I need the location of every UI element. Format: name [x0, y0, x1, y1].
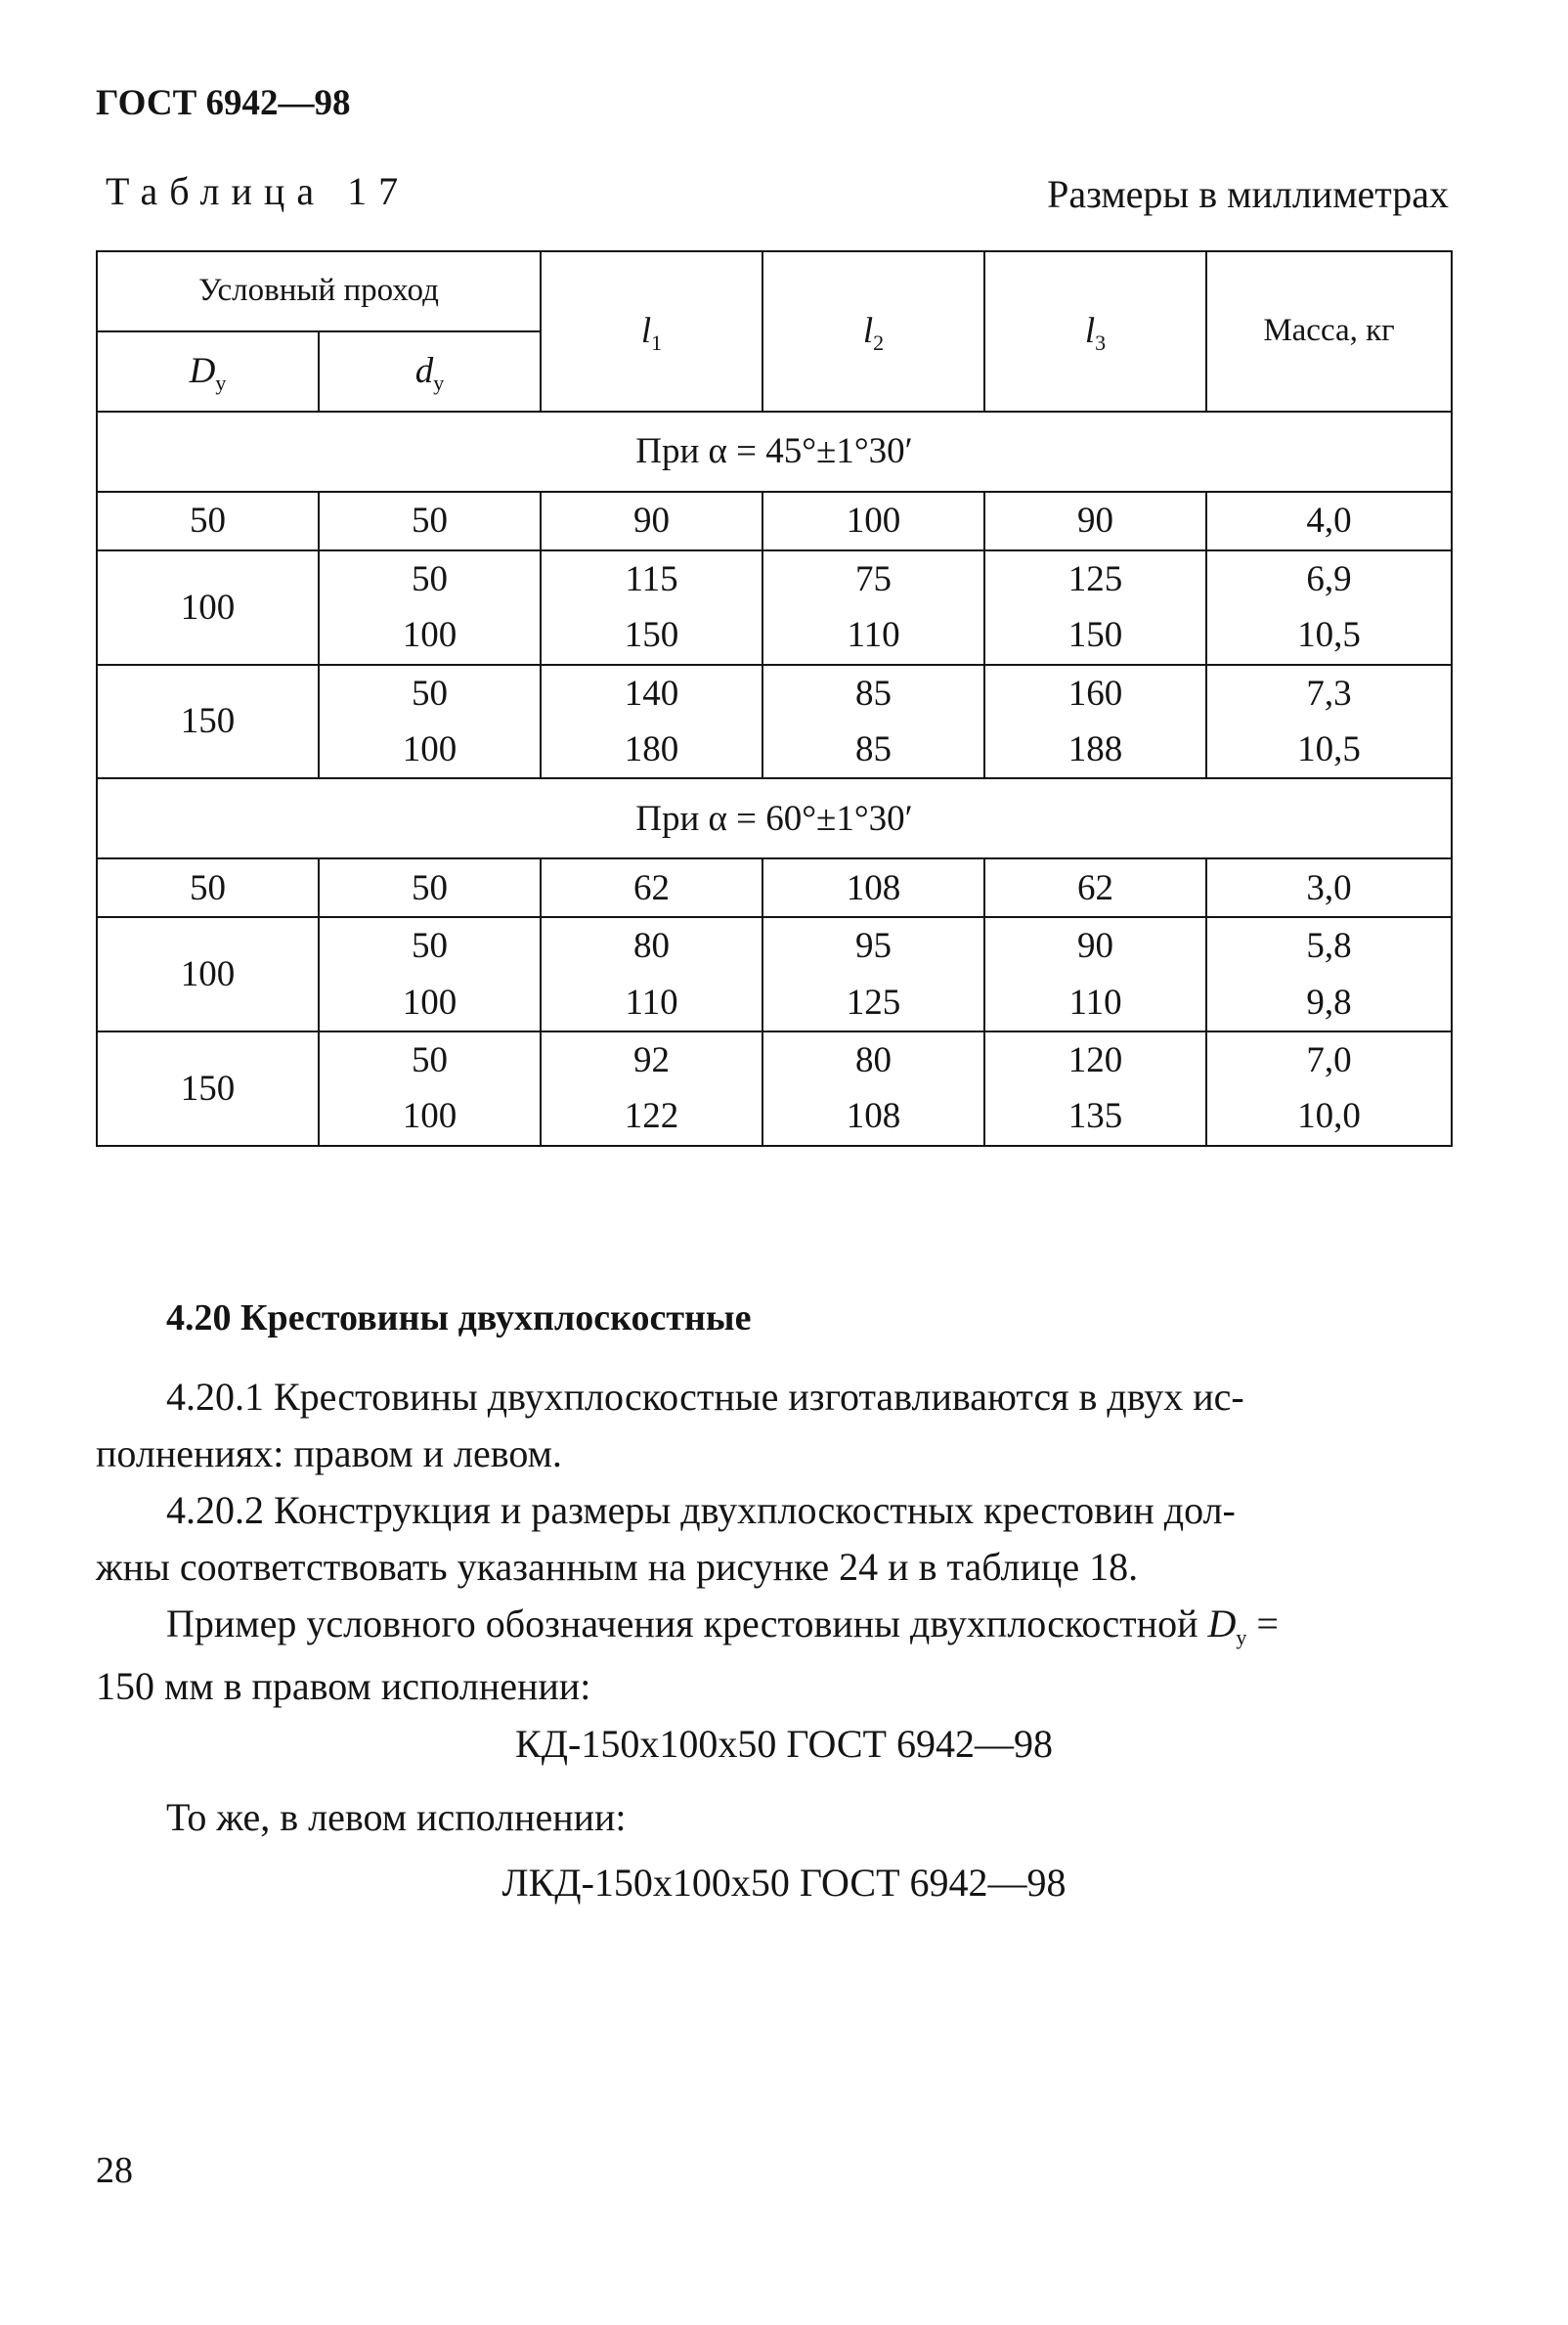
cell-l1: [541, 550, 762, 665]
table-row: [97, 858, 1452, 917]
table-row: [97, 917, 1452, 1031]
cell-l2: [762, 1031, 984, 1146]
cell-value: 6,9: [1306, 559, 1352, 599]
cell-value: 50: [412, 673, 448, 714]
cell-value: 160: [1067, 673, 1123, 714]
cell-l2: [762, 550, 984, 665]
table-row: [97, 1031, 1452, 1146]
paragraph-line: 150 мм в правом исполнении:: [96, 1664, 591, 1708]
cell-mass: [1206, 858, 1452, 917]
cell-d: [319, 917, 541, 1031]
cell-value: 150: [624, 615, 679, 656]
cell-value: 125: [846, 982, 901, 1023]
cell-value: 122: [624, 1096, 679, 1137]
cell-l3: [984, 858, 1206, 917]
cell-value: 100: [402, 729, 457, 770]
header-nominal-bore: Условный проход: [97, 251, 541, 331]
cell-value: 140: [624, 673, 679, 714]
paragraph-line: То же, в левом исполнении:: [166, 1795, 627, 1839]
cell-l3: [984, 665, 1206, 779]
cell-value: 188: [1067, 729, 1123, 770]
designation-right: КД-150х100х50 ГОСТ 6942—98: [515, 1722, 1053, 1766]
cell-D: 100: [97, 550, 319, 665]
cell-D: 150: [97, 1031, 319, 1146]
cell-D: 100: [97, 917, 319, 1031]
paragraph-4-20-2: [96, 1482, 1451, 1596]
section-angle-title: При α = 45°±1°30′: [97, 412, 1452, 492]
cell-value: 95: [855, 926, 893, 967]
cell-D: 50: [97, 492, 319, 550]
cell-d: [319, 1031, 541, 1146]
table-units-note: Размеры в миллиметрах: [1047, 172, 1449, 216]
cell-value: 85: [855, 673, 893, 714]
table-header: [97, 251, 1452, 412]
header-d: $d_у$: [319, 331, 541, 412]
cell-value: 90: [1077, 501, 1114, 542]
cell-value: 3,0: [1306, 867, 1352, 908]
cell-value: 150: [1067, 615, 1123, 656]
page-number: 28: [96, 2150, 133, 2191]
cell-mass: [1206, 1031, 1452, 1146]
cell-value: 110: [847, 615, 900, 656]
cell-value: 110: [1068, 982, 1122, 1023]
cell-value: 62: [1077, 867, 1114, 908]
equals-sign: =: [1256, 1601, 1279, 1645]
cell-value: 120: [1067, 1040, 1123, 1081]
cell-mass: [1206, 492, 1452, 550]
table-row: [97, 492, 1452, 550]
cell-l2: [762, 492, 984, 550]
table-row: [97, 550, 1452, 665]
cell-value: 62: [633, 867, 671, 908]
cell-D: 50: [97, 858, 319, 917]
cell-l3: [984, 1031, 1206, 1146]
cell-value: 80: [633, 926, 671, 967]
cell-mass: [1206, 550, 1452, 665]
designation-left: ЛКД-150х100х50 ГОСТ 6942—98: [501, 1861, 1067, 1905]
paragraph-line: полнениях: правом и левом.: [96, 1431, 562, 1475]
cell-value: 110: [625, 982, 678, 1023]
cell-value: 10,5: [1297, 729, 1361, 770]
paragraph-line: 4.20.1 Крестовины двухплоскостные изготавливаются в двух ис-: [166, 1375, 1244, 1419]
cell-l2: [762, 665, 984, 779]
cell-value: 90: [633, 501, 671, 542]
header-D: $D_у$: [97, 331, 319, 412]
cell-value: 10,0: [1297, 1096, 1361, 1137]
cell-mass: [1206, 665, 1452, 779]
table-caption: Таблица 17: [106, 169, 411, 213]
cell-d: [319, 858, 541, 917]
cell-value: 125: [1067, 559, 1123, 599]
dimensions-table: [96, 250, 1453, 1147]
section-angle-title: При α = 60°±1°30′: [97, 778, 1452, 858]
cell-value: 100: [402, 1096, 457, 1137]
symbol-D: D: [1207, 1601, 1237, 1645]
cell-d: [319, 665, 541, 779]
cell-value: 100: [402, 615, 457, 656]
cell-l2: [762, 858, 984, 917]
cell-d: [319, 550, 541, 665]
cell-l1: [541, 1031, 762, 1146]
document-standard-header: ГОСТ 6942—98: [96, 83, 351, 123]
cell-value: 10,5: [1297, 615, 1361, 656]
cell-value: 108: [846, 867, 901, 908]
cell-value: 7,0: [1306, 1040, 1352, 1081]
cell-value: 75: [855, 559, 893, 599]
cell-value: 7,3: [1306, 673, 1352, 714]
header-l3: $l_3$: [984, 251, 1206, 412]
table-section-row: [97, 778, 1452, 858]
cell-value: 135: [1067, 1096, 1123, 1137]
cell-value: 5,8: [1306, 926, 1352, 967]
paragraph-line: 4.20.2 Конструкция и размеры двухплоскостных крестовин дол-: [166, 1488, 1236, 1532]
paragraph-4-20-1: [96, 1369, 1451, 1482]
cell-value: 50: [412, 501, 448, 542]
cell-value: 90: [1077, 926, 1114, 967]
section-heading: 4.20 Крестовины двухплоскостные: [166, 1297, 752, 1338]
cell-l1: [541, 665, 762, 779]
table-body: [97, 412, 1452, 1146]
paragraph-left-version: [96, 1789, 1451, 1846]
cell-d: [319, 492, 541, 550]
cell-value: 50: [412, 867, 448, 908]
cell-l1: [541, 917, 762, 1031]
cell-D: 150: [97, 665, 319, 779]
paragraph-line: жны соответствовать указанным на рисунке 24 и в таблице 18.: [96, 1545, 1139, 1589]
cell-value: 180: [624, 729, 679, 770]
header-l1: $l_1$: [541, 251, 762, 412]
cell-value: 100: [402, 982, 457, 1023]
cell-value: 50: [412, 559, 448, 599]
cell-value: 85: [855, 729, 893, 770]
table-row: [97, 665, 1452, 779]
cell-value: 4,0: [1306, 501, 1352, 542]
cell-value: 100: [846, 501, 901, 542]
cell-value: 115: [625, 559, 678, 599]
symbol-D-subscript: у: [1236, 1625, 1247, 1649]
cell-l3: [984, 917, 1206, 1031]
cell-l1: [541, 858, 762, 917]
paragraph-line: Пример условного обозначения крестовины двухплоскостной: [166, 1601, 1198, 1645]
cell-value: 108: [846, 1096, 901, 1137]
cell-l3: [984, 550, 1206, 665]
cell-l1: [541, 492, 762, 550]
cell-mass: [1206, 917, 1452, 1031]
cell-l3: [984, 492, 1206, 550]
cell-l2: [762, 917, 984, 1031]
header-mass: Масса, кг: [1206, 251, 1452, 412]
cell-value: 50: [412, 926, 448, 967]
cell-value: 50: [412, 1040, 448, 1081]
cell-value: 9,8: [1306, 982, 1352, 1023]
paragraph-example: [96, 1596, 1451, 1715]
cell-value: 80: [855, 1040, 893, 1081]
cell-value: 92: [633, 1040, 671, 1081]
table-section-row: [97, 412, 1452, 492]
header-l2: $l_2$: [762, 251, 984, 412]
